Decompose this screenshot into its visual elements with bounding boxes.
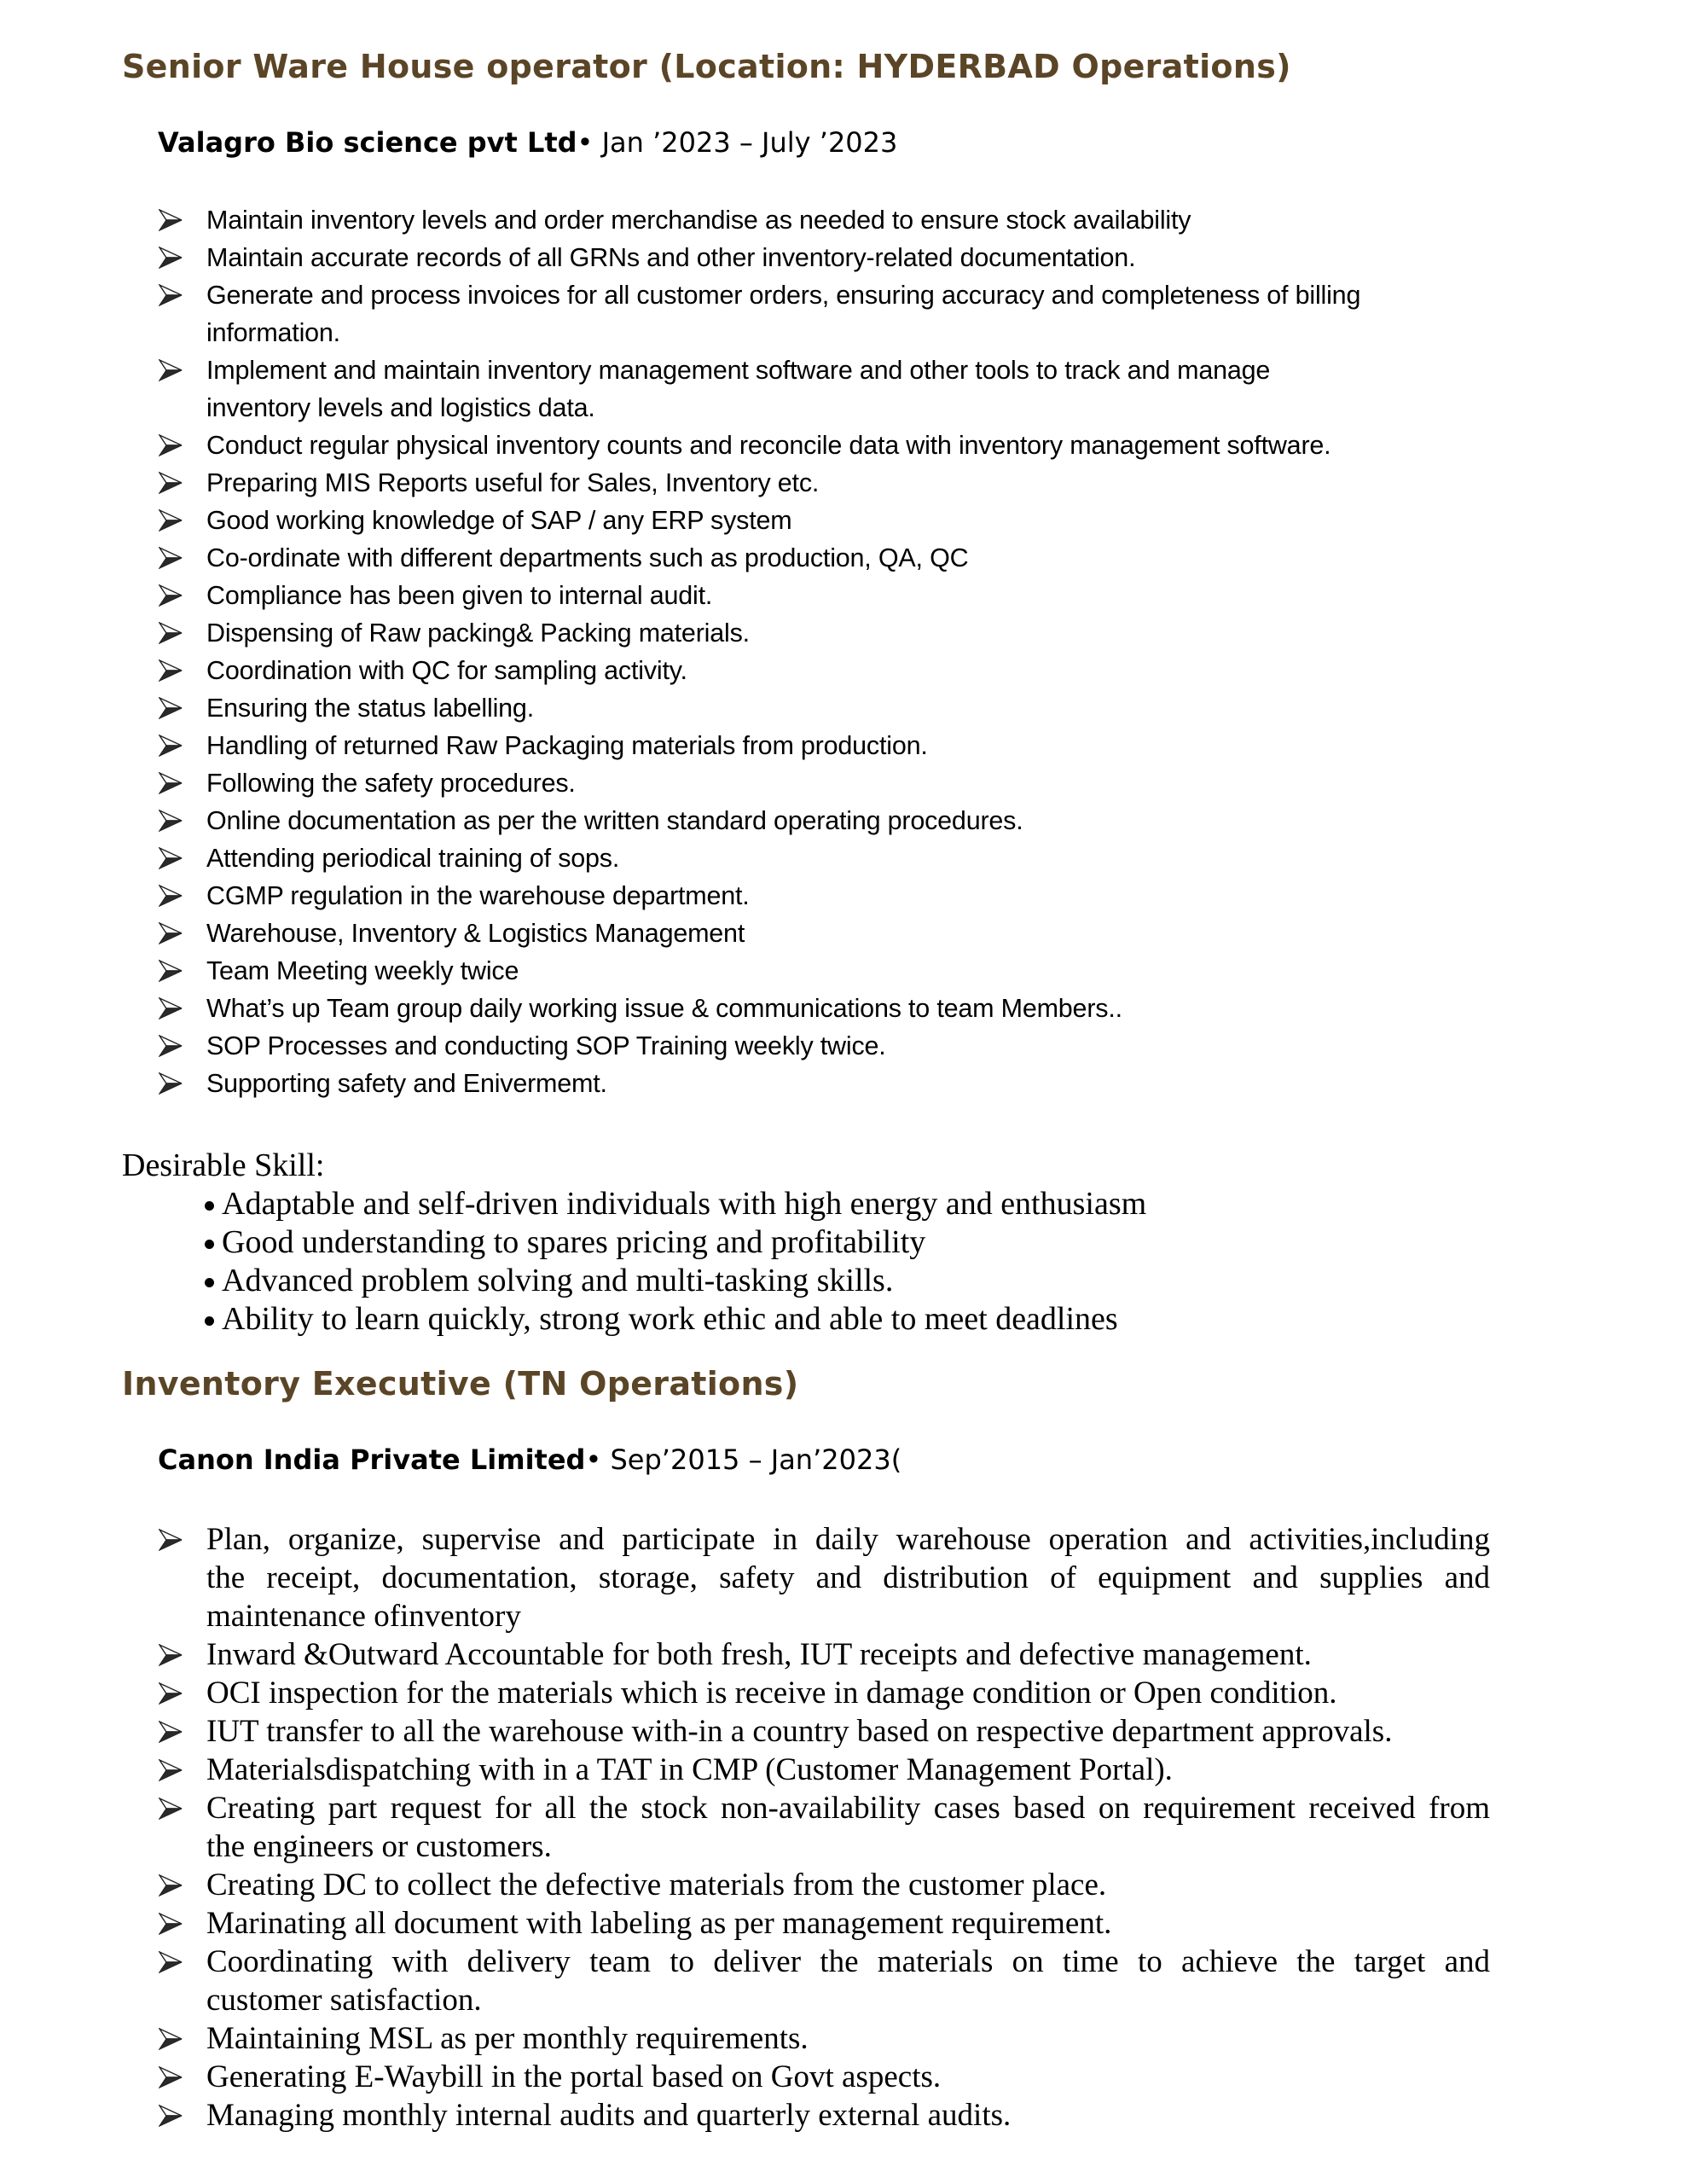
arrowhead-bullet-icon <box>159 622 183 644</box>
arrowhead-bullet-icon <box>159 2066 183 2088</box>
responsibility-item <box>0 689 1360 727</box>
responsibility-item <box>0 1751 1490 1789</box>
responsibility-text <box>206 2058 1490 2096</box>
responsibility-text <box>206 577 1360 614</box>
desirable-skills-heading: Desirable Skill: <box>122 1147 325 1183</box>
responsibility-item <box>0 990 1360 1027</box>
responsibilities-list-canon <box>0 1520 1490 2135</box>
responsibility-item <box>0 652 1360 689</box>
responsibility-text <box>206 802 1360 839</box>
responsibilities-list-valagro <box>0 201 1360 1102</box>
employment-dates: Jan ’2023 – July ’2023 <box>601 126 898 159</box>
company-line-valagro <box>158 126 897 159</box>
responsibility-line: Implement and maintain inventory management software and other tools to track and manage <box>206 356 1271 385</box>
responsibility-text <box>206 1674 1490 1712</box>
arrowhead-bullet-icon <box>159 2105 183 2127</box>
responsibility-text <box>206 727 1360 764</box>
responsibility-item <box>0 802 1360 839</box>
arrowhead-bullet-icon <box>159 472 183 494</box>
skill-item <box>0 1262 1146 1300</box>
responsibility-text <box>206 1635 1490 1674</box>
responsibility-text <box>206 764 1360 802</box>
responsibility-item <box>0 427 1360 464</box>
responsibility-text <box>206 201 1360 239</box>
responsibility-item <box>0 1789 1490 1866</box>
responsibility-line: Inward &Outward Accountable for both fresh, IUT receipts and defective management. <box>206 1637 1312 1672</box>
responsibility-text <box>206 427 1360 464</box>
responsibility-line: Compliance has been given to internal audit. <box>206 581 713 610</box>
responsibility-line: Handling of returned Raw Packaging materials from production. <box>206 731 928 760</box>
responsibility-text <box>206 652 1360 689</box>
arrowhead-bullet-icon <box>159 1721 183 1743</box>
responsibility-line: Maintain inventory levels and order merchandise as needed to ensure stock availability <box>206 206 1191 235</box>
responsibility-line: Maintain accurate records of all GRNs and other inventory-related documentation. <box>206 243 1136 272</box>
arrowhead-bullet-icon <box>159 247 183 269</box>
arrowhead-bullet-icon <box>159 735 183 757</box>
arrowhead-bullet-icon <box>159 509 183 531</box>
responsibility-text <box>206 839 1360 877</box>
responsibility-text <box>206 614 1360 652</box>
responsibility-line: CGMP regulation in the warehouse department. <box>206 881 750 910</box>
responsibility-text <box>206 1751 1490 1789</box>
company-name: Canon India Private Limited <box>158 1443 586 1476</box>
responsibility-line: SOP Processes and conducting SOP Training weekly twice. <box>206 1031 886 1060</box>
skill-text: Adaptable and self-driven individuals with high energy and enthusiasm <box>222 1186 1147 1222</box>
arrowhead-bullet-icon <box>159 584 183 607</box>
responsibility-line: Warehouse, Inventory & Logistics Management <box>206 919 745 948</box>
responsibility-item <box>0 2019 1490 2058</box>
responsibility-line: Attending periodical training of sops. <box>206 844 620 873</box>
skill-item <box>0 1185 1146 1223</box>
responsibility-text <box>206 952 1360 990</box>
responsibility-line: Creating part request for all the stock non-availability cases based on requirement received from <box>206 1791 1490 1826</box>
responsibility-line: maintenance ofinventory <box>206 1599 521 1634</box>
responsibility-line: OCI inspection for the materials which is receive in damage condition or Open condition. <box>206 1676 1337 1711</box>
responsibility-line: Ensuring the status labelling. <box>206 694 534 723</box>
responsibility-item <box>0 1027 1360 1065</box>
arrowhead-bullet-icon <box>159 960 183 982</box>
responsibility-text <box>206 464 1360 502</box>
responsibility-item <box>0 502 1360 539</box>
responsibility-line: IUT transfer to all the warehouse with-in a country based on respective department approvals. <box>206 1714 1393 1749</box>
round-bullet-icon <box>205 1278 214 1287</box>
responsibility-line: Generate and process invoices for all customer orders, ensuring accuracy and completeness of billing <box>206 281 1361 310</box>
arrowhead-bullet-icon <box>159 1682 183 1705</box>
arrowhead-bullet-icon <box>159 434 183 456</box>
employment-dates: Sep’2015 – Jan’2023( <box>610 1443 902 1476</box>
arrowhead-bullet-icon <box>159 1874 183 1896</box>
arrowhead-bullet-icon <box>159 1759 183 1781</box>
responsibility-item <box>0 539 1360 577</box>
responsibility-item <box>0 1635 1490 1674</box>
responsibility-text <box>206 351 1360 427</box>
responsibility-item <box>0 952 1360 990</box>
arrowhead-bullet-icon <box>159 547 183 569</box>
arrowhead-bullet-icon <box>159 1913 183 1935</box>
responsibility-item <box>0 201 1360 239</box>
responsibility-text <box>206 239 1360 276</box>
responsibility-line: the engineers or customers. <box>206 1829 552 1864</box>
responsibility-text <box>206 1789 1490 1866</box>
responsibility-text <box>206 1065 1360 1102</box>
arrowhead-bullet-icon <box>159 847 183 869</box>
company-date-separator: • <box>577 126 594 159</box>
skill-text: Ability to learn quickly, strong work ethic and able to meet deadlines <box>222 1301 1118 1337</box>
responsibility-item <box>0 2096 1490 2135</box>
responsibility-line: Dispensing of Raw packing& Packing materials. <box>206 619 750 648</box>
responsibility-text <box>206 990 1360 1027</box>
responsibility-item <box>0 1712 1490 1751</box>
responsibility-item <box>0 727 1360 764</box>
round-bullet-icon <box>205 1316 214 1326</box>
arrowhead-bullet-icon <box>159 659 183 682</box>
arrowhead-bullet-icon <box>159 810 183 832</box>
responsibility-line: Plan, organize, supervise and participate in daily warehouse operation and activities,including <box>206 1522 1490 1557</box>
responsibility-item <box>0 2058 1490 2096</box>
arrowhead-bullet-icon <box>159 1529 183 1551</box>
round-bullet-icon <box>205 1201 214 1211</box>
responsibility-line: Supporting safety and Enivermemt. <box>206 1069 607 1098</box>
responsibility-text <box>206 2096 1490 2135</box>
responsibility-item <box>0 839 1360 877</box>
company-date-separator: • <box>585 1443 602 1476</box>
arrowhead-bullet-icon <box>159 1951 183 1973</box>
responsibility-text <box>206 2019 1490 2058</box>
responsibility-line: Team Meeting weekly twice <box>206 956 519 985</box>
skill-text: Advanced problem solving and multi-tasking skills. <box>222 1263 894 1298</box>
responsibility-line: Marinating all document with labeling as per management requirement. <box>206 1906 1112 1941</box>
arrowhead-bullet-icon <box>159 697 183 719</box>
responsibility-item <box>0 1943 1490 2019</box>
responsibility-item <box>0 276 1360 351</box>
arrowhead-bullet-icon <box>159 359 183 381</box>
job-title-inventory-executive: Inventory Executive (TN Operations) <box>122 1365 799 1403</box>
responsibility-item <box>0 1904 1490 1943</box>
responsibility-line: Coordinating with delivery team to deliver the materials on time to achieve the target and <box>206 1944 1490 1979</box>
responsibility-item <box>0 915 1360 952</box>
arrowhead-bullet-icon <box>159 1798 183 1820</box>
responsibility-text <box>206 1866 1490 1904</box>
company-line-canon <box>158 1443 901 1476</box>
desirable-skills-list <box>0 1185 1146 1339</box>
arrowhead-bullet-icon <box>159 2028 183 2050</box>
responsibility-text <box>206 502 1360 539</box>
responsibility-line: Conduct regular physical inventory counts and reconcile data with inventory management software. <box>206 431 1331 460</box>
company-name: Valagro Bio science pvt Ltd <box>158 126 577 159</box>
arrowhead-bullet-icon <box>159 1035 183 1057</box>
responsibility-text <box>206 276 1360 351</box>
responsibility-line: What’s up Team group daily working issue & communications to team Members.. <box>206 994 1122 1023</box>
responsibility-line: inventory levels and logistics data. <box>206 393 595 422</box>
responsibility-line: Managing monthly internal audits and quarterly external audits. <box>206 2098 1012 2133</box>
responsibility-line: Following the safety procedures. <box>206 769 576 798</box>
responsibility-line: Creating DC to collect the defective materials from the customer place. <box>206 1867 1107 1902</box>
arrowhead-bullet-icon <box>159 997 183 1019</box>
responsibility-item <box>0 351 1360 427</box>
responsibility-text <box>206 1943 1490 2019</box>
responsibility-text <box>206 877 1360 915</box>
responsibility-item <box>0 1520 1490 1635</box>
responsibility-text <box>206 689 1360 727</box>
responsibility-item <box>0 239 1360 276</box>
responsibility-item <box>0 1065 1360 1102</box>
responsibility-item <box>0 877 1360 915</box>
responsibility-line: Generating E-Waybill in the portal based on Govt aspects. <box>206 2059 942 2094</box>
job-title-senior-warehouse-operator: Senior Ware House operator (Location: HYDERBAD Operations) <box>122 48 1291 85</box>
responsibility-text <box>206 915 1360 952</box>
responsibility-item <box>0 1674 1490 1712</box>
responsibility-item <box>0 764 1360 802</box>
arrowhead-bullet-icon <box>159 284 183 306</box>
responsibility-line: Coordination with QC for sampling activity. <box>206 656 687 685</box>
arrowhead-bullet-icon <box>159 885 183 907</box>
responsibility-line: Maintaining MSL as per monthly requirements. <box>206 2021 809 2056</box>
round-bullet-icon <box>205 1240 214 1249</box>
responsibility-item <box>0 1866 1490 1904</box>
arrowhead-bullet-icon <box>159 1072 183 1095</box>
arrowhead-bullet-icon <box>159 772 183 794</box>
responsibility-line: Co-ordinate with different departments such as production, QA, QC <box>206 543 969 572</box>
responsibility-line: customer satisfaction. <box>206 1983 482 2018</box>
responsibility-text <box>206 1712 1490 1751</box>
responsibility-text <box>206 1904 1490 1943</box>
arrowhead-bullet-icon <box>159 209 183 231</box>
responsibility-line: Online documentation as per the written standard operating procedures. <box>206 806 1023 835</box>
skill-item <box>0 1300 1146 1339</box>
responsibility-item <box>0 577 1360 614</box>
responsibility-text <box>206 539 1360 577</box>
responsibility-line: Materialsdispatching with in a TAT in CMP (Customer Management Portal). <box>206 1752 1173 1787</box>
skill-item <box>0 1223 1146 1262</box>
responsibility-line: information. <box>206 318 340 347</box>
arrowhead-bullet-icon <box>159 1644 183 1666</box>
responsibility-text <box>206 1027 1360 1065</box>
responsibility-line: Preparing MIS Reports useful for Sales, Inventory etc. <box>206 468 820 497</box>
responsibility-text <box>206 1520 1490 1635</box>
arrowhead-bullet-icon <box>159 922 183 944</box>
responsibility-item <box>0 464 1360 502</box>
responsibility-line: Good working knowledge of SAP / any ERP system <box>206 506 792 535</box>
skill-text: Good understanding to spares pricing and profitability <box>222 1224 926 1260</box>
responsibility-line: the receipt, documentation, storage, safety and distribution of equipment and supplies and <box>206 1560 1490 1595</box>
responsibility-item <box>0 614 1360 652</box>
